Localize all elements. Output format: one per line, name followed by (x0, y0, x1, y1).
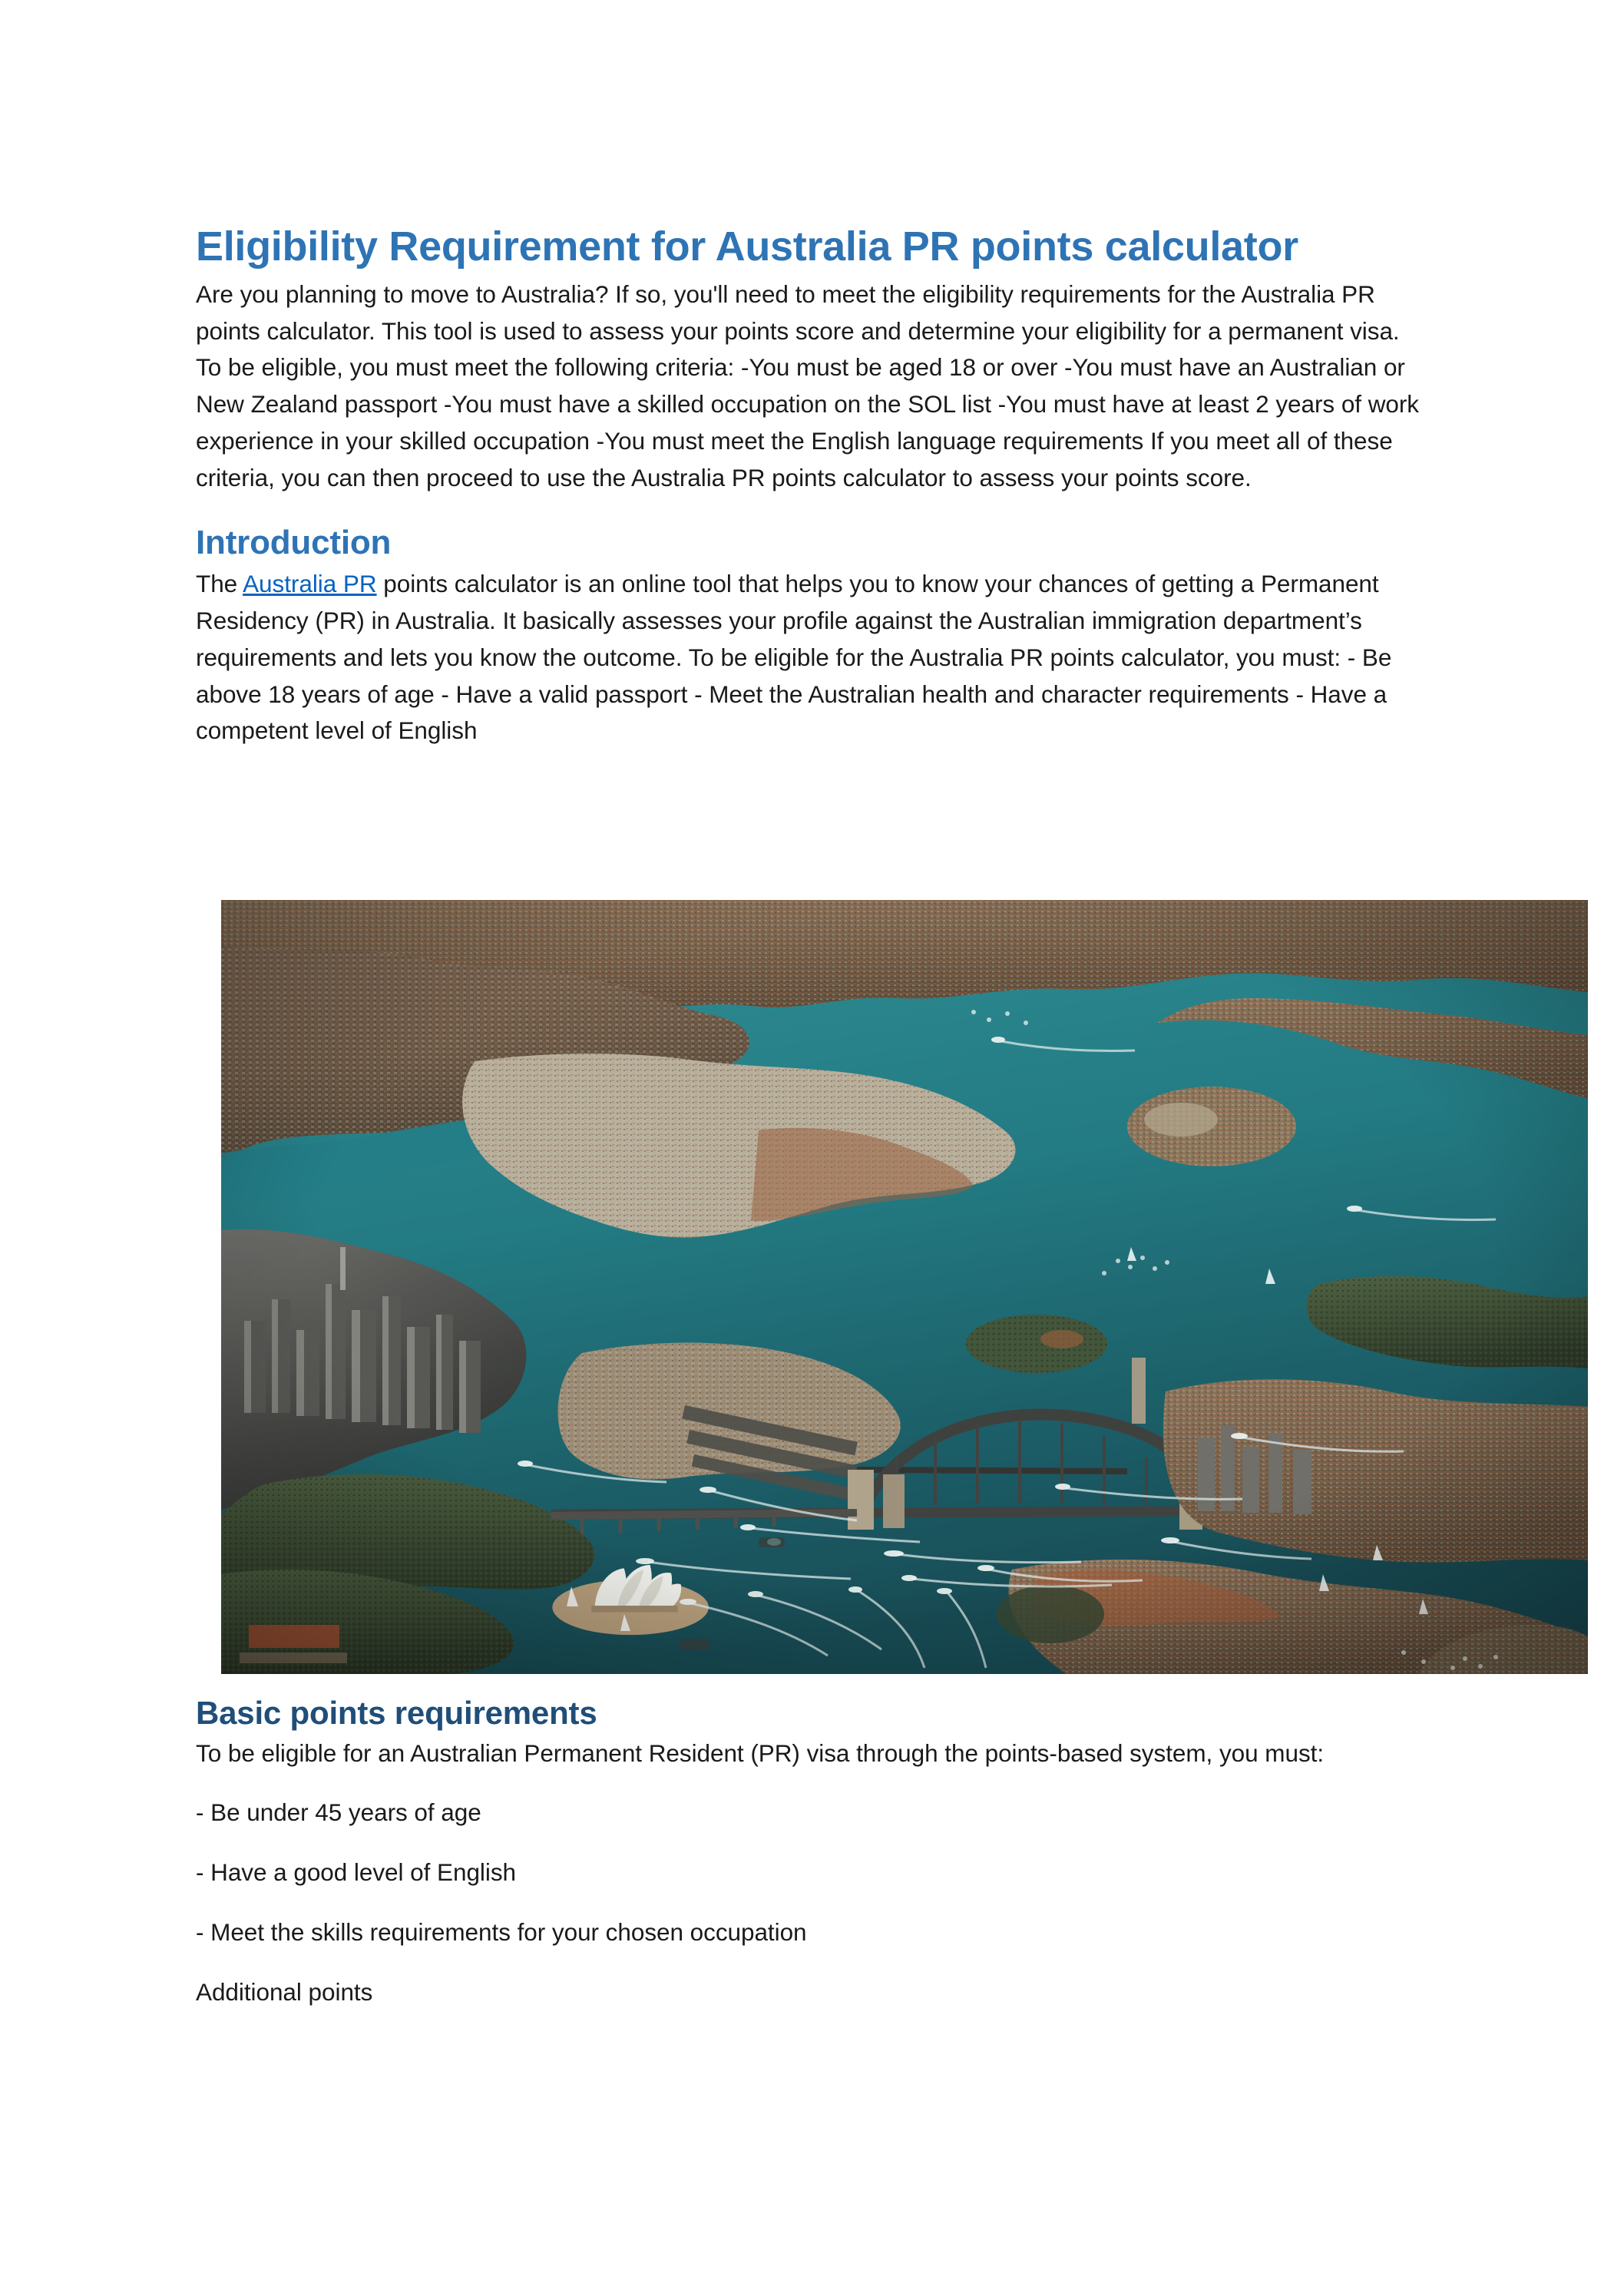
document-body-lower (196, 1694, 1421, 2011)
australia-pr-link[interactable]: Australia PR (243, 569, 377, 597)
introduction-body-text: points calculator is an online tool that helps you to know your chances of getting a Permanent Residency (PR) in Australia. It basically assesses your profile against the Australian immigration department’s requirements and lets you know the outcome. To be eligible for the Australia PR points calculator, you must: - Be above 18 years of age - Have a valid passport - Meet the Australian health and character requirements - Have a competent level of English (196, 569, 1392, 745)
list-item: - Have a good level of English (196, 1858, 516, 1887)
section-heading-basic-points-requirements: Basic points requirements (196, 1695, 597, 1731)
page-title: Eligibility Requirement for Australia PR points calculator (196, 223, 1298, 270)
link-prefix-text: The (196, 569, 243, 597)
basic-points-paragraph: To be eligible for an Australian Permanent Resident (PR) visa through the points-based system, you must: (196, 1739, 1325, 1767)
document-body (196, 223, 1421, 749)
intro-paragraph: Are you planning to move to Australia? If so, you'll need to meet the eligibility requirements for the Australia PR points calculator. This tool is used to assess your points score and determine your eligibility for a permanent visa. To be eligible, you must meet the following criteria: -You must be aged 18 or over -You must have an Australian or New Zealand passport -You must have a skilled occupation on the SOL list -You must have at least 2 years of work experience in your skilled occupation -You must meet the English language requirements If you meet all of these criteria, you can then proceed to use the Australia PR points calculator to assess your points score. (196, 280, 1420, 492)
list-item: - Meet the skills requirements for your chosen occupation (196, 1918, 807, 1947)
sydney-harbour-photo (221, 900, 1588, 1674)
introduction-paragraph (196, 566, 1421, 749)
additional-points-text: Additional points (196, 1978, 373, 2007)
list-item: - Be under 45 years of age (196, 1798, 481, 1827)
section-heading-introduction: Introduction (196, 523, 392, 561)
